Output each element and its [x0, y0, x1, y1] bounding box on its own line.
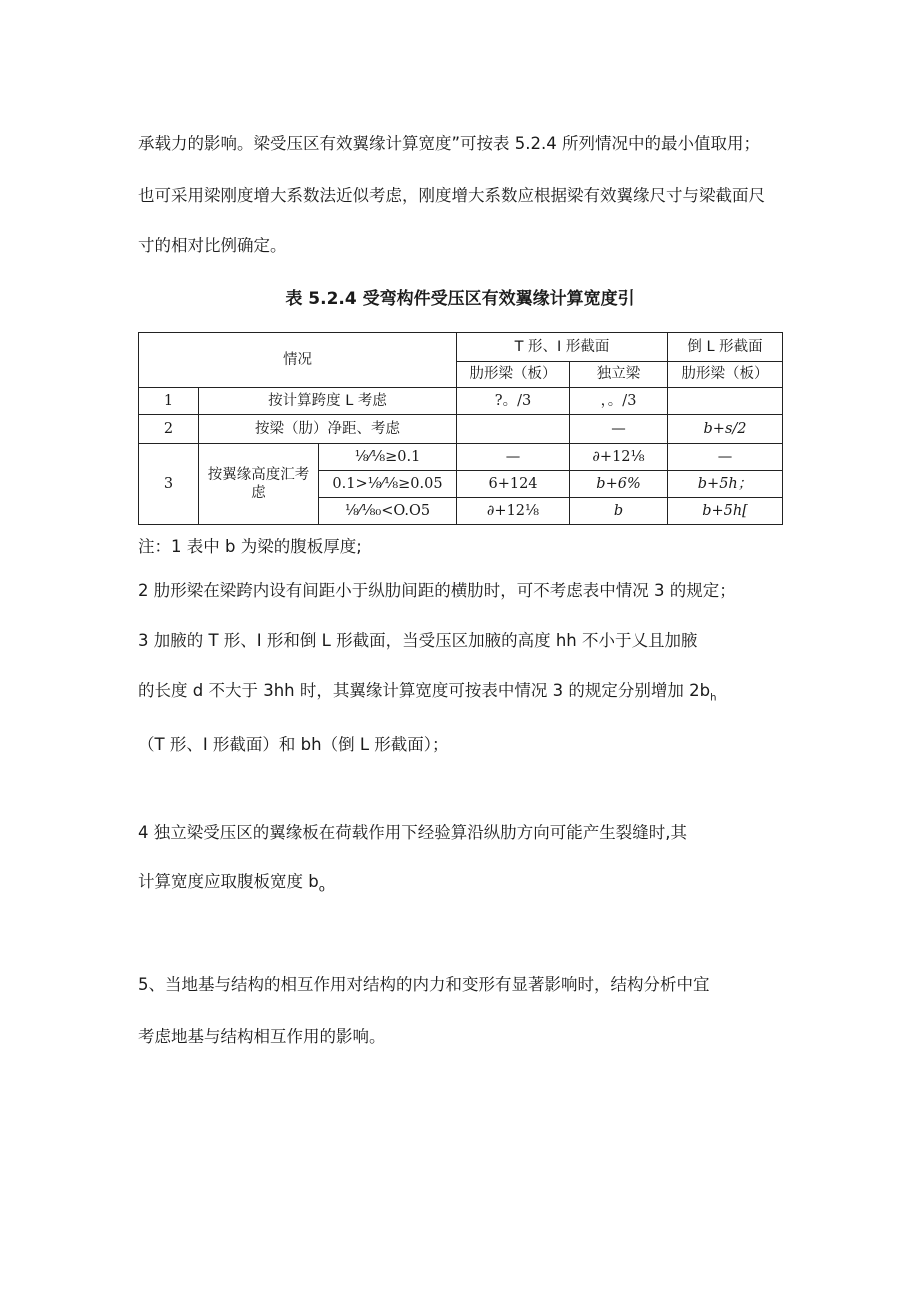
- note-4-subscript: o: [318, 883, 325, 895]
- table-row: [139, 444, 783, 471]
- note-4-line-2-text: 计算宽度应取腹板宽度 b: [138, 872, 319, 891]
- paragraph-line-2: 也可采用梁刚度增大系数法近似考虑，刚度增大系数应根据梁有效翼缘尺寸与梁截面尺: [138, 186, 765, 205]
- cell-independent: b: [570, 498, 668, 525]
- cell-inverted: b+5h[: [668, 498, 783, 525]
- row-number: 2: [139, 415, 199, 444]
- cell-independent: ∂+12⅛: [570, 444, 668, 471]
- cell-ribbed: ?。/3: [457, 388, 570, 415]
- note-2: 2 肋形梁在梁跨内设有间距小于纵肋间距的横肋时，可不考虑表中情况 3 的规定；: [138, 581, 736, 600]
- cell-independent: b+6%: [570, 471, 668, 498]
- condition-cell: 0.1>⅛⁄⅛≥0.05: [319, 471, 457, 498]
- cell-ribbed: ∂+12⅛: [457, 498, 570, 525]
- note-4-line-1: 4 独立梁受压区的翼缘板在荷载作用下经验算沿纵肋方向可能产生裂缝时,其: [138, 823, 687, 842]
- cell-inverted: b+5h；: [668, 471, 783, 498]
- note-1: 注：1 表中 b 为梁的腹板厚度;: [138, 537, 362, 556]
- row-number: 3: [139, 444, 199, 525]
- cell-independent: —: [570, 415, 668, 444]
- paragraph-line-3: 寸的相对比例确定。: [138, 236, 287, 255]
- row-number: 1: [139, 388, 199, 415]
- note-3-subscript: h: [710, 692, 717, 704]
- header-inverted-l-section: 倒 L 形截面: [668, 333, 783, 362]
- note-3-line-3: （T 形、I 形截面）和 bh（倒 L 形截面）；: [138, 735, 449, 754]
- flange-width-table: [138, 332, 783, 525]
- note-3-line-2: [138, 681, 716, 704]
- row-description: 按梁（肋）净距、考虑: [199, 415, 457, 444]
- note-3-line-1: 3 加腋的 T 形、I 形和倒 L 形截面，当受压区加腋的高度 hh 不小于乂且加腋: [138, 631, 698, 650]
- table-row: [139, 415, 783, 444]
- note-4-line-2: [138, 872, 325, 895]
- row-description: 按翼缘高度汇考虑: [199, 444, 319, 525]
- cell-ribbed: —: [457, 444, 570, 471]
- cell-independent: ，。/3: [570, 388, 668, 415]
- row-description: 按计算跨度 L 考虑: [199, 388, 457, 415]
- cell-inverted: [668, 388, 783, 415]
- note-3-line-2-text: 的长度 d 不大于 3hh 时，其翼缘计算宽度可按表中情况 3 的规定分别增加 2b: [138, 681, 711, 700]
- paragraph-bottom-line-1: 5、当地基与结构的相互作用对结构的内力和变形有显著影响时，结构分析中宜: [138, 975, 710, 994]
- header-independent-beam: 独立梁: [570, 362, 668, 388]
- table-row: [139, 388, 783, 415]
- cell-ribbed: 6+124: [457, 471, 570, 498]
- table-title: 表 5.2.4 受弯构件受压区有效翼缘计算宽度引: [285, 289, 635, 309]
- cell-ribbed: [457, 415, 570, 444]
- condition-cell: ⅛⁄⅛≥0.1: [319, 444, 457, 471]
- header-ribbed-beam-inverted: 肋形梁（板）: [668, 362, 783, 388]
- paragraph-line-1: 承载力的影响。梁受压区有效翼缘计算宽度”可按表 5.2.4 所列情况中的最小值取用；: [138, 134, 761, 153]
- condition-cell: ⅛⁄⅛₀<O.O5: [319, 498, 457, 525]
- cell-inverted: —: [668, 444, 783, 471]
- header-ribbed-beam: 肋形梁（板）: [457, 362, 570, 388]
- paragraph-bottom-line-2: 考虑地基与结构相互作用的影响。: [138, 1027, 386, 1046]
- header-t-i-section: T 形、I 形截面: [457, 333, 668, 362]
- header-situation: 情况: [139, 333, 457, 388]
- cell-inverted: b+s/2: [668, 415, 783, 444]
